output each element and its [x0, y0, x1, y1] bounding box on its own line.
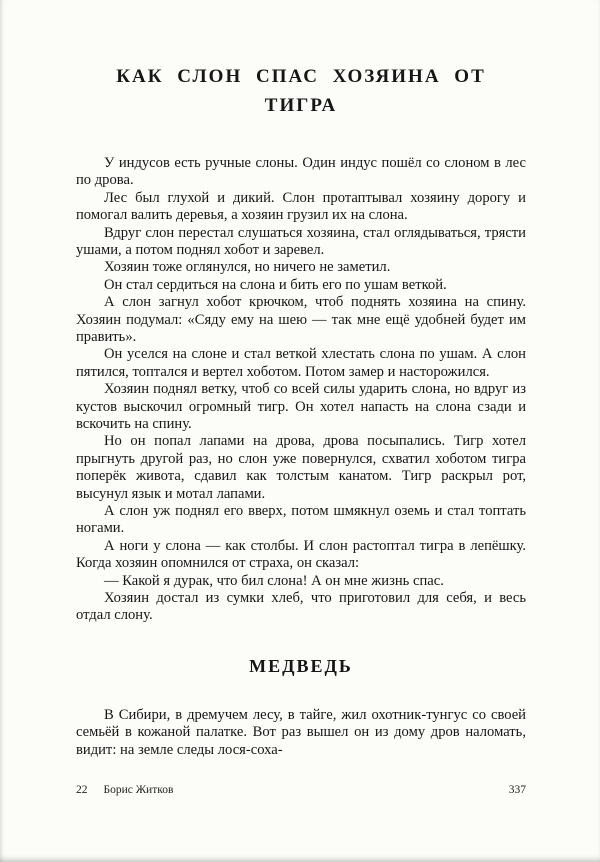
story-body-elephant: [76, 155, 526, 625]
paragraph: Он уселся на слоне и стал веткой хлестать слона по ушам. А слон пятился, топтался и вертел хоботом. Потом замер и насторожился.: [76, 346, 526, 380]
paragraph: Хозяин тоже оглянулся, но ничего не заметил.: [104, 259, 391, 276]
paragraph: Хозяин поднял ветку, чтоб со всей силы ударить слона, но вдруг из кустов выскочил огромный тигр. Он хотел напасть на слона сзади и вскочить на спину.: [76, 381, 526, 432]
title-line-1: КАК СЛОН СПАС ХОЗЯИНА ОТ: [116, 66, 486, 87]
footer-signature: [76, 784, 173, 796]
paragraph: В Сибири, в дремучем лесу, в тайге, жил охотник-тунгус со своей семьёй в кожаной палатке. Вот раз вышел он из дому дров наломать, видит: на земле следы лося-соха-: [76, 706, 526, 758]
paragraph: У индусов есть ручные слоны. Один индус пошёл со слоном в лес по дрова.: [76, 154, 526, 189]
page-number: 337: [508, 784, 526, 796]
signature-number: 22: [76, 784, 88, 796]
paragraph: А ноги у слона — как столбы. И слон растоптал тигра в лепёшку. Когда хозяин опомнился от страха, он сказал:: [76, 537, 526, 572]
paragraph-dialogue: — Какой я дурак, что бил слона! А он мне жизнь спас.: [104, 572, 444, 589]
author-name: Борис Житков: [103, 784, 174, 796]
paragraph: А слон уж поднял его вверх, потом шмякнул оземь и стал топтать ногами.: [76, 503, 526, 537]
title-line-2: ТИГРА: [264, 95, 338, 117]
paragraph: Лес был глухой и дикий. Слон протаптывал хозяину дорогу и помогал валить деревья, а хозяин грузил их на слона.: [76, 189, 526, 224]
story-title-bear: МЕДВЕДЬ: [249, 655, 353, 676]
story-title-elephant: [76, 62, 526, 121]
paragraph: Вдруг слон перестал слушаться хозяина, стал оглядываться, трясти ушами, а потом поднял хобот и заревел.: [76, 224, 526, 258]
story-body-bear: [76, 707, 526, 759]
page-footer: [76, 784, 526, 796]
paragraph: Он стал сердиться на слона и бить его по ушам веткой.: [104, 276, 447, 293]
paragraph: Хозяин достал из сумки хлеб, что приготовил для себя, и весь отдал слону.: [76, 590, 526, 624]
paragraph: А слон загнул хобот крючком, чтоб поднять хозяина на спину. Хозяин подумал: «Сяду ему на шею — так мне ещё удобней будет им править».: [76, 294, 526, 345]
paragraph: Но он попал лапами на дрова, дрова посыпались. Тигр хотел прыгнуть другой раз, но слон уже повернулся, схватил хоботом тигра поперёк живота, сдавил как толстым канатом. Тигр раскрыл рот, высунул язык и мотал лапами.: [76, 433, 526, 502]
